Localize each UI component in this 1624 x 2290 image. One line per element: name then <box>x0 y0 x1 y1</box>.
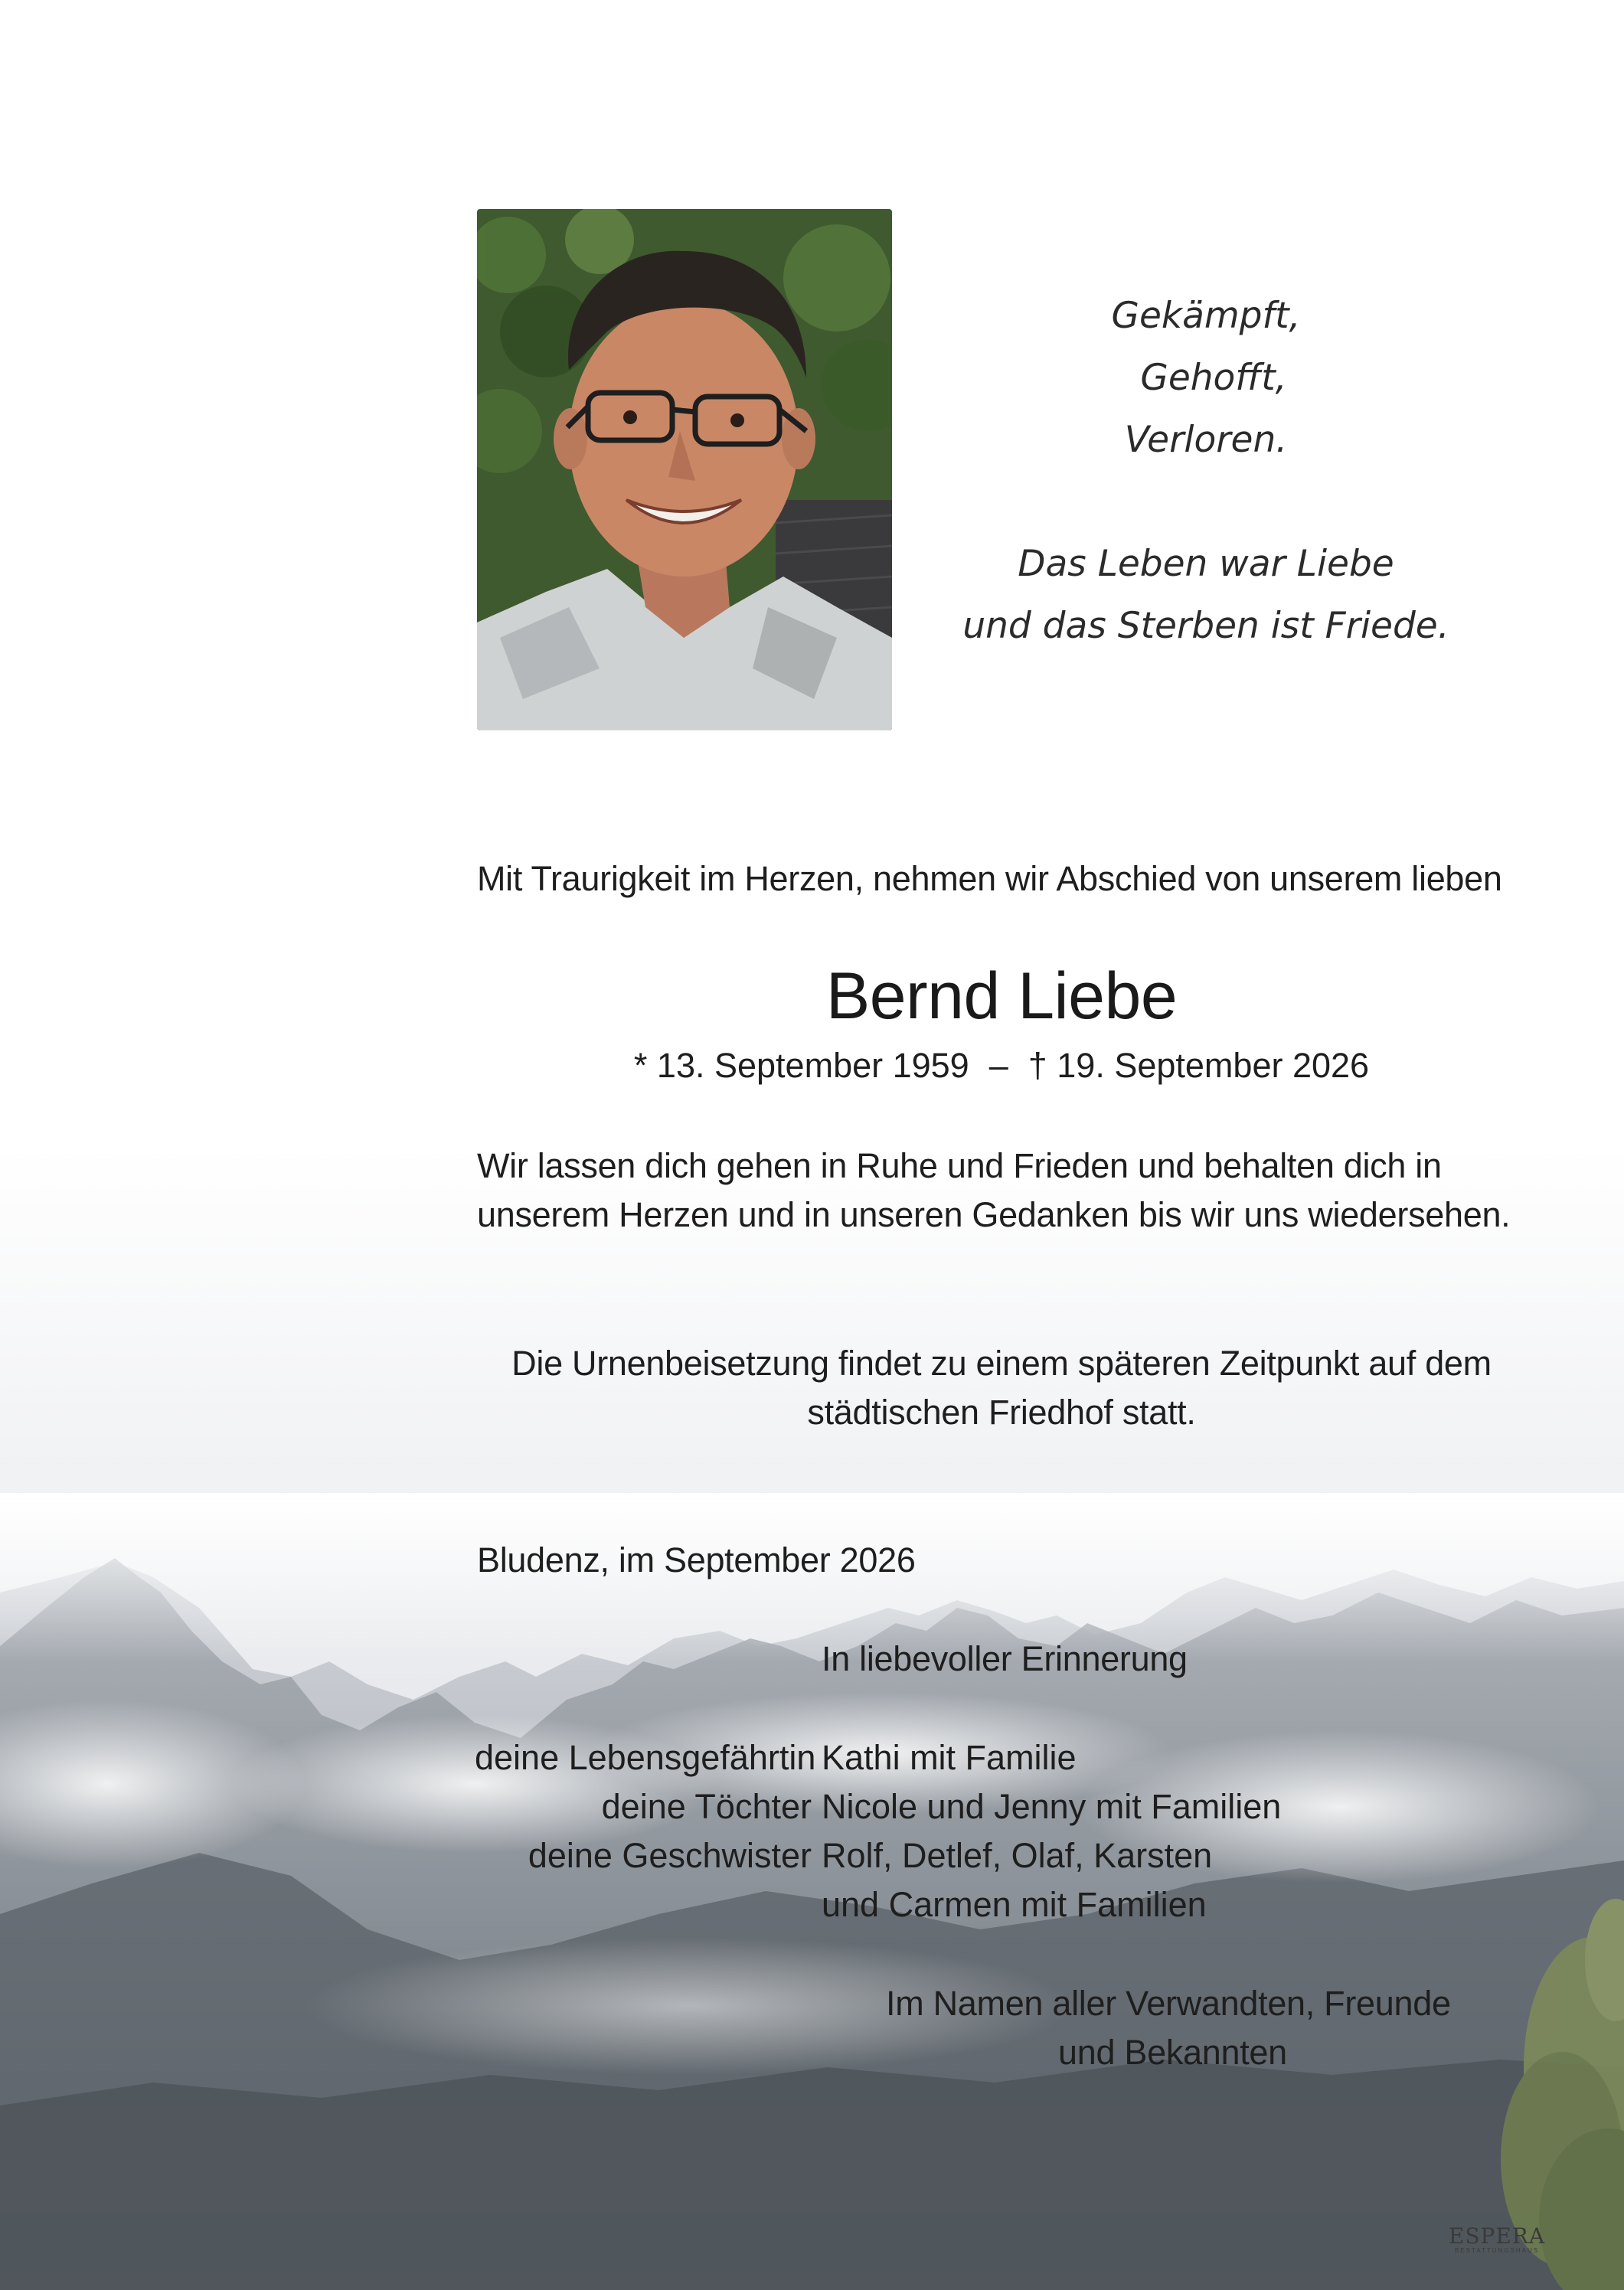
life-dates <box>477 1046 1526 1086</box>
family-relation: deine Geschwister <box>528 1836 812 1875</box>
closing-line: Im Namen aller Verwandten, Freunde <box>886 1984 1451 2023</box>
intro-text: Mit Traurigkeit im Herzen, nehmen wir Abschied von unserem lieben <box>477 859 1502 898</box>
poem-line: Verloren. <box>1124 419 1288 461</box>
deceased-name: Bernd Liebe <box>825 959 1178 1033</box>
closing-line: und Bekannten <box>1058 2033 1287 2072</box>
birth-date: * 13. September 1959 <box>633 1046 969 1085</box>
family-relation: deine Töchter <box>601 1787 812 1826</box>
burial-info-line: städtischen Friedhof statt. <box>807 1393 1196 1432</box>
farewell-message-line: Wir lassen dich gehen in Ruhe und Frieden und behalten dich in <box>477 1146 1442 1185</box>
burial-info-line: Die Urnenbeisetzung findet zu einem späteren Zeitpunkt auf dem <box>511 1344 1492 1383</box>
death-date: † 19. September 2026 <box>1028 1046 1370 1085</box>
place-date: Bludenz, im September 2026 <box>477 1540 916 1579</box>
remembrance-heading: In liebevoller Erinnerung <box>822 1639 1188 1678</box>
family-names: Nicole und Jenny mit Familien <box>822 1787 1282 1826</box>
date-separator: – <box>988 1046 1008 1085</box>
poem-line: Gekämpft, <box>1111 295 1301 337</box>
farewell-message-line: unserem Herzen und in unseren Gedanken bis wir uns wiedersehen. <box>477 1195 1511 1234</box>
poem-line: und das Sterben ist Friede. <box>962 605 1449 647</box>
poem-line: Das Leben war Liebe <box>1018 543 1394 585</box>
portrait-photo <box>477 209 892 730</box>
family-names: und Carmen mit Familien <box>822 1885 1207 1924</box>
funeral-home-logo <box>1439 2223 1554 2254</box>
logo-tagline: BESTATTUNGSHAUS <box>1454 2247 1540 2254</box>
logo-name: ESPERA <box>1448 2223 1546 2249</box>
family-names: Kathi mit Familie <box>822 1738 1077 1777</box>
family-relation: deine Lebensgefährtin <box>475 1738 816 1777</box>
family-names: Rolf, Detlef, Olaf, Karsten <box>822 1836 1213 1875</box>
poem-line: Gehofft, <box>1140 357 1287 399</box>
